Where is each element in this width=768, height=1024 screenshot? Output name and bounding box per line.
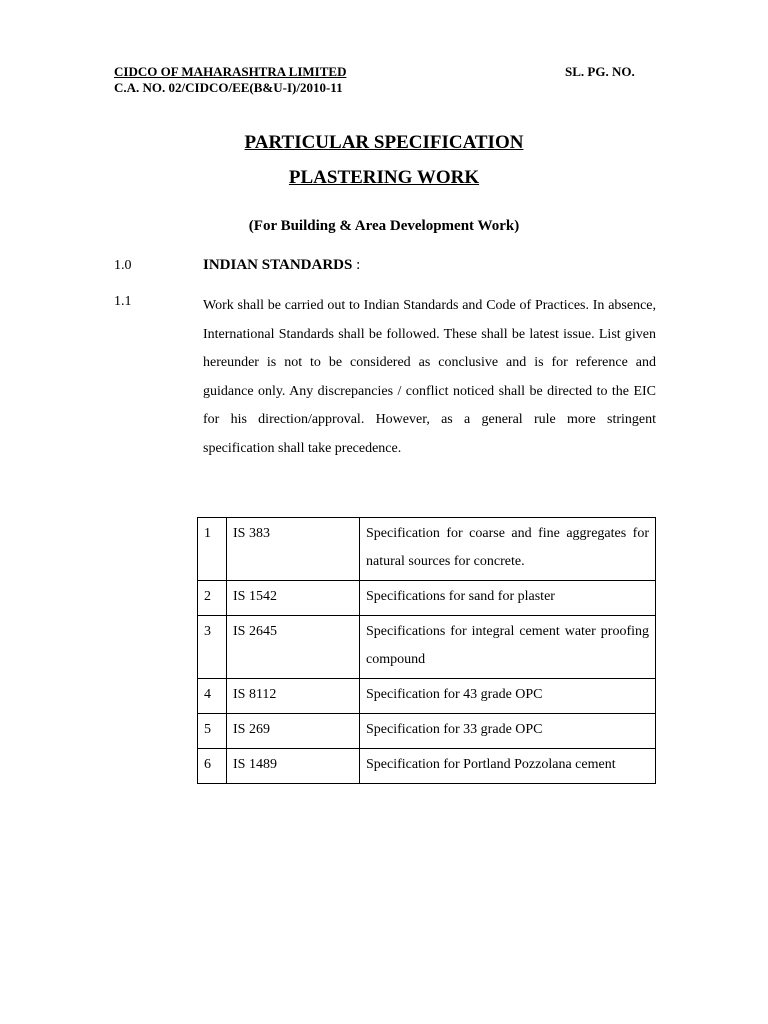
standard-code: IS 1542 <box>227 581 360 616</box>
standard-description: Specification for coarse and fine aggregates for natural sources for concrete. <box>360 518 656 581</box>
table-row <box>198 679 656 714</box>
section-heading-text: INDIAN STANDARDS <box>203 257 353 273</box>
contract-number: C.A. NO. 02/CIDCO/EE(B&U-I)/2010-11 <box>114 80 343 95</box>
row-number: 4 <box>198 679 227 714</box>
standard-code: IS 2645 <box>227 616 360 679</box>
row-number: 2 <box>198 581 227 616</box>
standard-description: Specifications for integral cement water proofing compound <box>360 616 656 679</box>
section-heading <box>203 256 360 274</box>
standard-description: Specification for Portland Pozzolana cement <box>360 749 656 784</box>
row-number: 1 <box>198 518 227 581</box>
standard-description: Specification for 43 grade OPC <box>360 679 656 714</box>
standards-table <box>197 517 656 784</box>
row-number: 3 <box>198 616 227 679</box>
clause-paragraph: Work shall be carried out to Indian Standards and Code of Practices. In absence, International Standards shall be followed. These shall be latest issue. List given hereunder is not to be considered as conclusive and is for reference and guidance only. Any discrepancies / conflict noticed shall be directed to the EIC for his direction/approval. However, as a general rule more stringent specification shall take precedence. <box>203 298 656 456</box>
row-number: 5 <box>198 714 227 749</box>
standard-description: Specification for 33 grade OPC <box>360 714 656 749</box>
standard-code: IS 383 <box>227 518 360 581</box>
row-number: 6 <box>198 749 227 784</box>
document-scope: (For Building & Area Development Work) <box>248 218 520 234</box>
standard-description: Specifications for sand for plaster <box>360 581 656 616</box>
table-row <box>198 616 656 679</box>
organization-name: CIDCO OF MAHARASHTRA LIMITED <box>114 64 347 79</box>
table-row <box>198 518 656 581</box>
section-number: 1.0 <box>114 258 132 273</box>
section-heading-suffix: : <box>352 257 361 273</box>
page-number-label: SL. PG. NO. <box>565 64 635 79</box>
table-row <box>198 714 656 749</box>
document-subtitle: PLASTERING WORK <box>288 167 480 188</box>
document-title: PARTICULAR SPECIFICATION <box>244 132 524 153</box>
table-row <box>198 749 656 784</box>
clause-number: 1.1 <box>114 294 132 309</box>
table-row <box>198 581 656 616</box>
standard-code: IS 1489 <box>227 749 360 784</box>
standard-code: IS 269 <box>227 714 360 749</box>
standard-code: IS 8112 <box>227 679 360 714</box>
